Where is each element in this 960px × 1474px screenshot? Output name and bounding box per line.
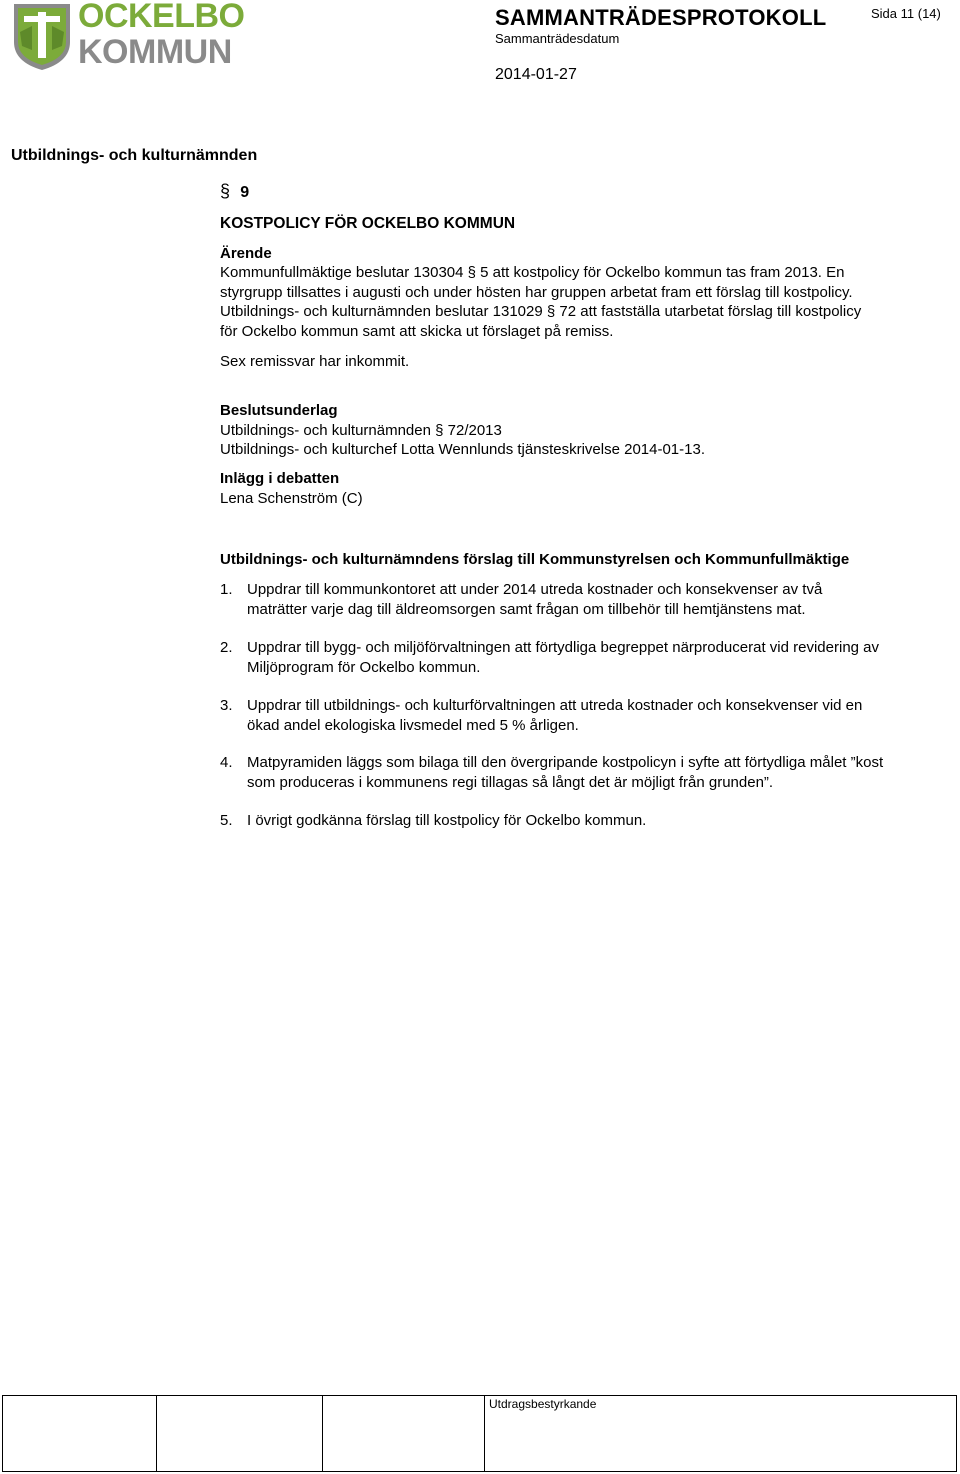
municipality-logo — [10, 0, 245, 72]
arende-line: Kommunfullmäktige beslutar 130304 § 5 att kostpolicy för Ockelbo kommun tas fram 2013. En — [220, 264, 845, 281]
committee-name: Utbildnings- och kulturnämnden — [11, 147, 258, 164]
proposal-heading: Utbildnings- och kulturnämndens förslag till Kommunstyrelsen och Kommunfullmäktige — [220, 551, 850, 568]
paragraph-symbol: § — [220, 181, 231, 201]
list-item-number: 3. — [220, 697, 233, 714]
signature-cell — [156, 1396, 323, 1471]
debatt-heading: Inlägg i debatten — [220, 470, 340, 487]
beslutsunderlag-line: Utbildnings- och kulturnämnden § 72/2013 — [220, 422, 502, 439]
list-item-text: som produceras i kommunens regi tillagas så långt det är möjligt från grunden”. — [247, 773, 774, 791]
list-item-text: Uppdrar till kommunkontoret att under 2014 utreda kostnader och konsekvenser av två — [247, 581, 823, 598]
signature-cell — [322, 1396, 485, 1471]
list-item-text: maträtter varje dag till äldreomsorgen samt frågan om tillbehör till hemtjänstens mat. — [247, 600, 806, 618]
list-item — [220, 811, 960, 831]
list-item-number: 4. — [220, 754, 233, 771]
list-item — [220, 638, 960, 678]
arende-heading: Ärende — [220, 245, 272, 262]
list-item-text: Uppdrar till utbildnings- och kulturförvaltningen att utreda kostnader och konsekvenser vid en — [247, 697, 863, 714]
arende-line: Utbildnings- och kulturnämnden beslutar 131029 § 72 att fastställa utarbetat förslag till kostpolicy — [220, 303, 862, 320]
list-item-text: Matpyramiden läggs som bilaga till den övergripande kostpolicyn i syfte att förtydliga målet ”kost — [247, 754, 884, 771]
signature-cell — [3, 1396, 157, 1471]
section-number: § 9 — [220, 181, 250, 201]
list-item-number: 5. — [220, 812, 233, 829]
list-item-text: I övrigt godkänna förslag till kostpolicy för Ockelbo kommun. — [247, 812, 647, 829]
signature-table — [2, 1395, 957, 1472]
meeting-date: 2014-01-27 — [495, 66, 577, 83]
debatt-speaker: Lena Schenström (C) — [220, 490, 363, 507]
list-item — [220, 580, 960, 620]
meeting-date-label: Sammanträdesdatum — [495, 31, 620, 46]
logo-text-kommun: KOMMUN — [78, 33, 232, 71]
page-number: Sida 11 (14) — [871, 6, 941, 21]
arende-line: styrgrupp tillsattes i augusti och under hösten har gruppen arbetat fram ett förslag till kostpolicy. — [220, 284, 853, 301]
list-item — [220, 753, 960, 793]
list-item — [220, 696, 960, 736]
list-item-text: Uppdrar till bygg- och miljöförvaltningen att förtydliga begreppet närproducerat vid revidering av — [247, 639, 880, 656]
extract-certification-label: Utdragsbestyrkande — [489, 1397, 597, 1411]
arende-line: för Ockelbo kommun samt att skicka ut förslaget på remiss. — [220, 323, 614, 340]
list-item-text: ökad andel ekologiska livsmedel med 5 % årligen. — [247, 716, 579, 734]
beslutsunderlag-heading: Beslutsunderlag — [220, 402, 338, 419]
section-title: KOSTPOLICY FÖR OCKELBO KOMMUN — [220, 215, 516, 232]
logo-text-ockelbo: OCKELBO — [78, 0, 245, 35]
list-item-text: Miljöprogram för Ockelbo kommun. — [247, 658, 481, 676]
beslutsunderlag-line: Utbildnings- och kulturchef Lotta Wennlunds tjänsteskrivelse 2014-01-13. — [220, 441, 705, 458]
document-title: SAMMANTRÄDESPROTOKOLL — [495, 5, 827, 30]
arende-note: Sex remissvar har inkommit. — [220, 353, 410, 370]
list-item-number: 1. — [220, 581, 233, 598]
list-item-number: 2. — [220, 639, 233, 656]
